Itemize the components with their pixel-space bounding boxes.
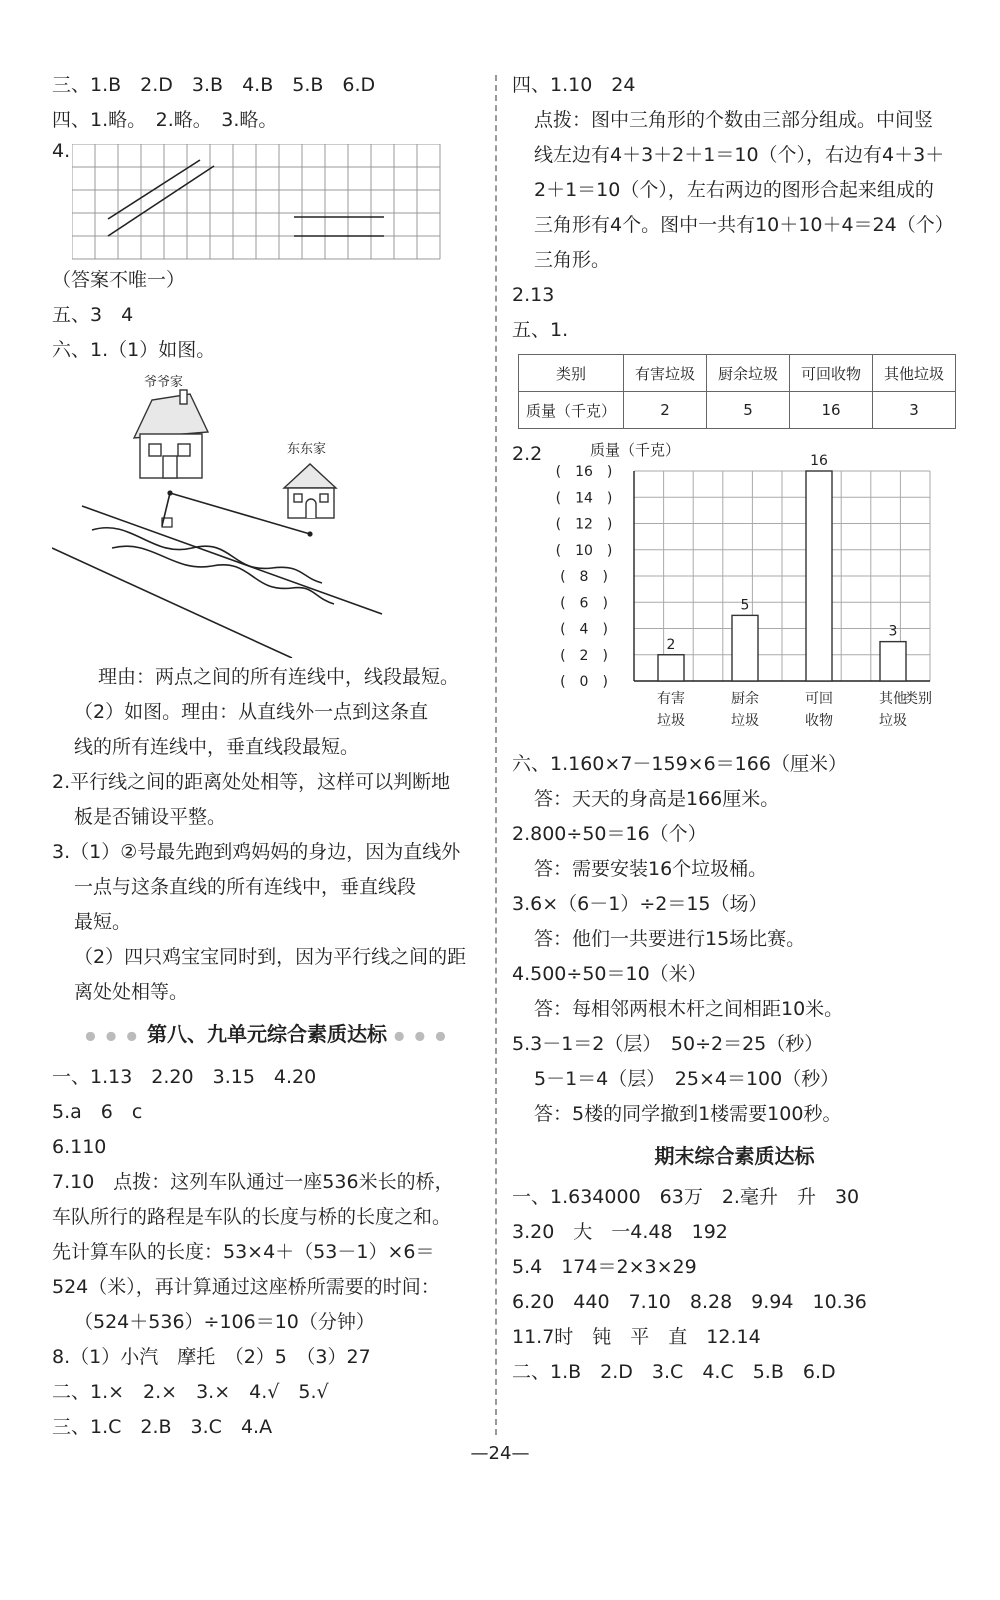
answer-line: 五、1.	[512, 319, 569, 341]
x-tick-label: 收物	[805, 713, 833, 729]
answer-line: 先计算车队的长度：53×4＋（53－1）×6＝	[52, 1240, 435, 1263]
answer-note: （答案不唯一）	[52, 269, 186, 291]
data-label: 3	[888, 623, 898, 640]
map-label-dongdong: 东东家	[287, 442, 327, 457]
answer-line: 六、1.（1）如图。	[52, 339, 216, 361]
answer-line: 线左边有4＋3＋2＋1＝10（个），右边有4＋3＋	[534, 144, 945, 166]
answer-line: 车队所行的路程是车队的长度与桥的长度之和。	[52, 1205, 452, 1228]
table-cell: 3	[873, 392, 956, 429]
decor-dots: ● ● ●	[85, 1028, 141, 1043]
answer-line: 5.4 174＝2×3×29	[512, 1256, 697, 1278]
bar-chart	[512, 437, 952, 742]
answer-line: 六、1.160×7－159×6＝166（厘米）	[512, 753, 847, 775]
x-tick-label: 厨余	[731, 691, 759, 707]
grid-figure-block	[52, 138, 482, 263]
answer-line: 离处处相等。	[74, 981, 189, 1003]
answer-line: 2.13	[512, 284, 555, 306]
section-title: 期末综合素质达标	[654, 1144, 815, 1168]
decor-dots: ● ● ●	[393, 1028, 449, 1043]
answer-line: 一、1.634000 63万 2.毫升 升 30	[512, 1186, 860, 1208]
answer-line: （2）如图。理由：从直线外一点到这条直	[74, 701, 429, 723]
answer-line: 2.800÷50＝16（个）	[512, 823, 707, 845]
x-tick-label: 垃圾	[731, 713, 759, 729]
y-axis-label: 质量（千克）	[590, 441, 681, 459]
y-tick-label: ( 14 )	[555, 490, 613, 507]
x-tick-label: 其他	[879, 691, 907, 707]
answer-line: 线的所有连线中，垂直线段最短。	[74, 736, 360, 758]
data-label: 2	[666, 636, 676, 653]
map-figure-block	[52, 368, 482, 660]
table-cell: 其他垃圾	[873, 355, 956, 392]
answer-line: 8.（1）小汽 摩托 （2）5 （3）27	[52, 1345, 371, 1368]
x-axis-label: 类别	[904, 691, 932, 707]
answer-line: 最短。	[74, 911, 132, 933]
column-divider	[495, 75, 497, 1435]
section-title	[52, 1014, 482, 1056]
y-tick-label: ( 6 )	[560, 595, 608, 612]
answer-line: 524（米），再计算通过这座桥所需要的时间：	[52, 1275, 440, 1298]
table-cell: 有害垃圾	[624, 355, 707, 392]
y-tick-label: ( 0 )	[560, 674, 608, 690]
answer-line: 三角形。	[534, 249, 611, 271]
table-cell: 2	[624, 392, 707, 429]
answer-line: 二、1.B 2.D 3.C 4.C 5.B 6.D	[512, 1361, 836, 1383]
y-tick-label: ( 16 )	[555, 464, 613, 480]
right-column	[512, 68, 957, 1390]
answer-line: 7.10 点拨：这列车队通过一座536米长的桥，	[52, 1170, 454, 1193]
y-tick-label: ( 4 )	[560, 621, 608, 638]
x-tick-label: 垃圾	[879, 713, 907, 729]
answer-line: 二、1.× 2.× 3.× 4.√ 5.√	[52, 1380, 329, 1403]
answer-line: 答：5楼的同学撤到1楼需要100秒。	[534, 1103, 842, 1125]
answer-line: 5.a 6 c	[52, 1100, 143, 1123]
answer-line: 点拨：图中三角形的个数由三部分组成。中间竖	[534, 109, 934, 131]
y-tick-label: ( 2 )	[560, 647, 608, 664]
table-row	[519, 355, 956, 392]
x-tick-label: 可回	[805, 691, 833, 707]
answer-line: 三、1.C 2.B 3.C 4.A	[52, 1415, 273, 1438]
answer-line: 3.（1）②号最先跑到鸡妈妈的身边，因为直线外	[52, 841, 461, 863]
answer-line: 3.20 大 一4.48 192	[512, 1221, 728, 1243]
answer-line: （524＋536）÷106＝10（分钟）	[74, 1310, 375, 1333]
answer-line: 答：天天的身高是166厘米。	[534, 788, 780, 810]
data-table	[518, 354, 956, 429]
answer-line: 四、1.10 24	[512, 74, 636, 96]
answer-line: 11.7时 钝 平 直 12.14	[512, 1326, 761, 1348]
answer-line: （2）四只鸡宝宝同时到，因为平行线之间的距	[74, 946, 467, 968]
table-cell: 16	[790, 392, 873, 429]
answer-line: 5.3－1＝2（层） 50÷2＝25（秒）	[512, 1033, 824, 1055]
section-title-text: 第八、九单元综合素质达标	[147, 1022, 387, 1046]
answer-line: 板是否铺设平整。	[74, 806, 227, 828]
answer-line: 4.500÷50＝10（米）	[512, 963, 707, 985]
answer-line: 2＋1＝10（个），左右两边的图形合起来组成的	[534, 179, 934, 201]
answer-line: 答：需要安装16个垃圾桶。	[534, 858, 768, 880]
data-label: 16	[810, 453, 828, 469]
left-column	[52, 68, 482, 1445]
answer-line: 一、1.13 2.20 3.15 4.20	[52, 1065, 317, 1088]
bar	[880, 642, 906, 681]
answer-line: 2.2	[512, 443, 543, 465]
dongdong-house-icon	[284, 464, 336, 518]
y-tick-label: ( 8 )	[560, 569, 608, 585]
answer-line: 5－1＝4（层） 25×4＝100（秒）	[534, 1068, 840, 1090]
x-tick-label: 有害	[657, 691, 685, 707]
grandpa-house-icon	[134, 390, 208, 478]
table-cell: 可回收物	[790, 355, 873, 392]
answer-line: 6.110	[52, 1135, 107, 1158]
answer-line: 6.20 440 7.10 8.28 9.94 10.36	[512, 1291, 867, 1313]
bar	[806, 471, 832, 681]
answer-line: 四、1.略。 2.略。 3.略。	[52, 109, 278, 131]
table-cell: 类别	[519, 355, 624, 392]
answer-line: 五、3 4	[52, 304, 134, 326]
data-label: 5	[740, 597, 750, 614]
answer-line: 答：每相邻两根木杆之间相距10米。	[534, 998, 844, 1020]
answer-line: 三、1.B 2.D 3.B 4.B 5.B 6.D	[52, 74, 376, 96]
y-tick-label: ( 10 )	[555, 542, 613, 559]
map-label-grandpa: 爷爷家	[144, 375, 184, 390]
grid-figure	[72, 144, 472, 262]
map-figure	[52, 368, 482, 658]
answer-line: 三角形有4个。图中一共有10＋10＋4＝24（个）	[534, 214, 954, 236]
table-cell: 5	[707, 392, 790, 429]
table-row	[519, 392, 956, 429]
answer-line: 答：他们一共要进行15场比赛。	[534, 928, 806, 950]
table-cell: 质量（千克）	[519, 392, 624, 429]
bar	[658, 655, 684, 681]
x-tick-label: 垃圾	[657, 713, 685, 729]
page-number-text: 24	[488, 1443, 512, 1464]
answer-line: 2.平行线之间的距离处处相等，这样可以判断地	[52, 771, 451, 793]
answer-line: 4.	[52, 140, 71, 162]
page-number: —24—	[470, 1443, 530, 1464]
bar	[732, 615, 758, 681]
answer-line: 一点与这条直线的所有连线中，垂直线段	[74, 876, 417, 898]
y-tick-label: ( 12 )	[555, 516, 613, 533]
bar-chart-block	[512, 437, 957, 747]
answer-line: 理由：两点之间的所有连线中，线段最短。	[98, 666, 460, 688]
table-cell: 厨余垃圾	[707, 355, 790, 392]
answer-line: 3.6×（6－1）÷2＝15（场）	[512, 893, 768, 915]
